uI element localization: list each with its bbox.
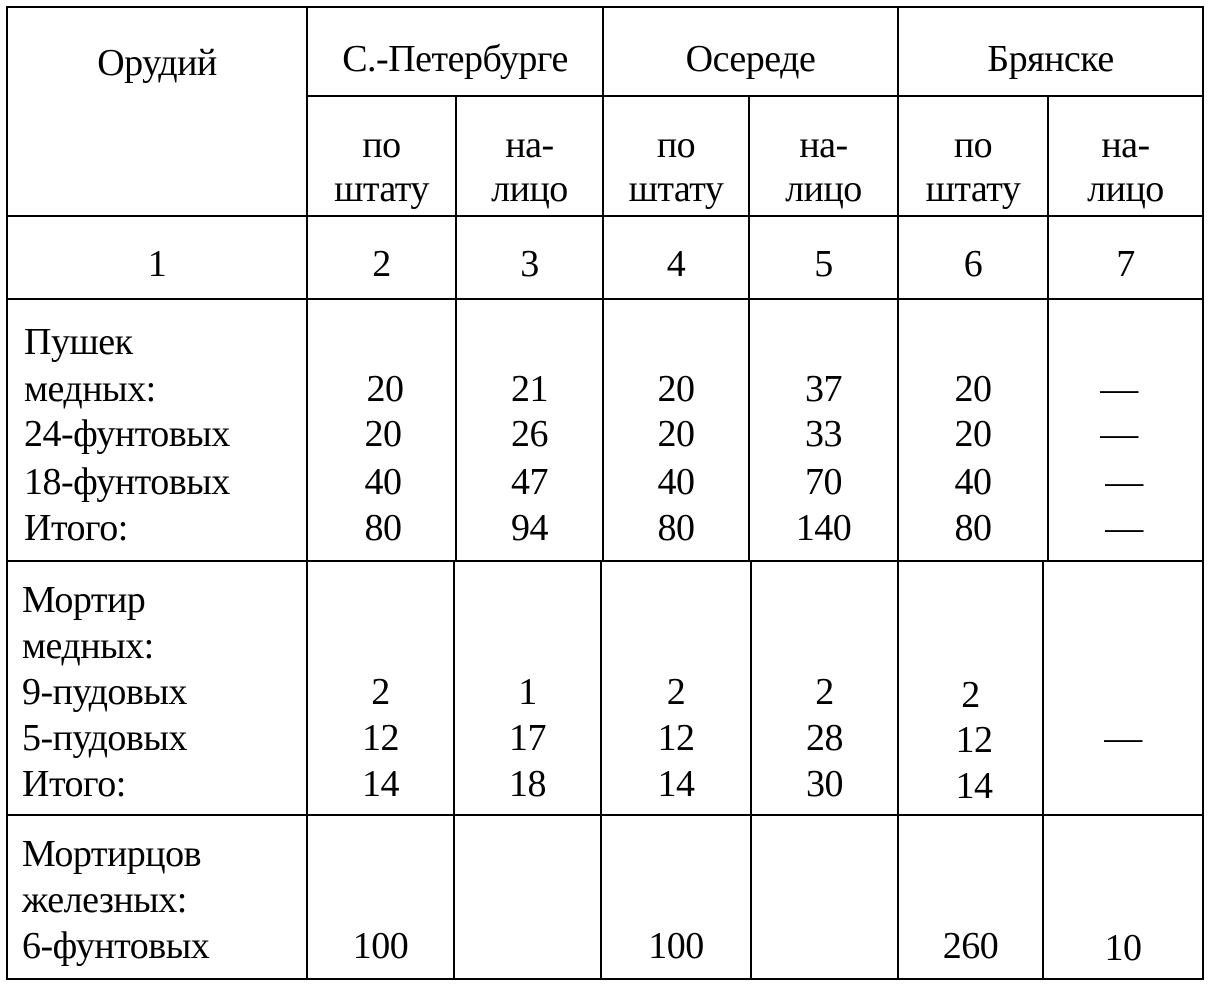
table-cell: 12 (657, 717, 695, 759)
table-cell: 47 (511, 461, 548, 503)
table-cell: 14 (657, 763, 695, 805)
table-cell: 20 (954, 368, 992, 410)
row-label: медных: (22, 625, 154, 667)
header-bryansk: Брянске (987, 38, 1114, 80)
table-cell: 40 (954, 461, 992, 503)
table-cell: 80 (954, 507, 992, 549)
table-cell: 80 (364, 507, 402, 549)
table-cell: 17 (509, 717, 546, 759)
column-number: 7 (1116, 243, 1135, 285)
table-cell: 20 (366, 368, 404, 410)
row-label: железных: (22, 879, 187, 921)
table-cell: 30 (806, 763, 843, 805)
row-label: 6-фунтовых (22, 925, 210, 967)
table-cell: 14 (955, 765, 993, 807)
table-cell: 10 (1104, 927, 1142, 969)
table-cell: — (1104, 717, 1142, 759)
row-label: 9-пудовых (22, 671, 187, 713)
row-label: Итого: (22, 763, 126, 805)
row-label: 5-пудовых (22, 717, 187, 759)
column-number: 5 (814, 243, 833, 285)
row-label: Мортир (22, 579, 146, 621)
subheader-present-word-2: лицо (491, 168, 568, 210)
table-cell: 80 (657, 507, 695, 549)
column-number: 3 (520, 243, 539, 285)
subheader-staff-word-1: по (953, 124, 993, 166)
subheader-staff-word-2: штату (925, 168, 1021, 210)
table-cell: 2 (815, 671, 834, 713)
table-border-left (6, 6, 8, 980)
rule-subheader (308, 95, 1204, 97)
table-cell: 14 (362, 763, 399, 805)
column-number: 1 (147, 243, 167, 285)
table-border-bottom (6, 978, 1204, 980)
table-cell: — (1100, 413, 1138, 455)
header-guns: Орудий (97, 42, 217, 84)
table-cell: — (1105, 461, 1143, 503)
row-label: Мортирцов (22, 833, 202, 875)
table-cell: 20 (364, 413, 402, 455)
table-cell: 33 (805, 413, 842, 455)
rule-numbers (6, 215, 1204, 217)
table-cell: 12 (955, 719, 993, 761)
table-cell: 37 (805, 368, 842, 410)
table-cell: 1 (518, 671, 537, 713)
table-cell: 2 (961, 674, 980, 716)
column-number: 2 (372, 243, 391, 285)
row-label: Пушек (24, 321, 133, 363)
row-label: Итого: (24, 507, 128, 549)
rule-section-1 (6, 298, 1204, 300)
table-cell: 260 (942, 925, 999, 967)
rule-section-2 (6, 560, 1204, 562)
row-label: медных: (24, 368, 156, 410)
table-cell: 12 (362, 717, 399, 759)
column-number: 6 (963, 243, 983, 285)
table-cell: 21 (511, 368, 548, 410)
subheader-staff-word-1: по (656, 124, 696, 166)
subheader-present-word-1: на- (505, 124, 554, 166)
table-cell: 2 (371, 671, 390, 713)
table-cell: 94 (511, 507, 548, 549)
row-label: 18-фунтовых (24, 461, 230, 503)
table-cell: 40 (657, 461, 695, 503)
table-border-right (1202, 6, 1204, 980)
subheader-present-word-1: на- (1101, 124, 1150, 166)
table-cell: 70 (805, 461, 842, 503)
column-number: 4 (666, 243, 686, 285)
subheader-present-word-2: лицо (1087, 168, 1164, 210)
subheader-staff-word-1: по (362, 124, 401, 166)
table-cell: 26 (511, 413, 548, 455)
table-cell: 20 (954, 413, 992, 455)
table-cell: 100 (352, 925, 409, 967)
table-cell: 28 (806, 717, 843, 759)
subheader-staff-word-2: штату (334, 168, 429, 210)
table-border-top (6, 6, 1204, 8)
subheader-present-word-1: на- (799, 124, 848, 166)
table-cell: 2 (666, 671, 686, 713)
row-label: 24-фунтовых (24, 413, 230, 455)
table-cell: 20 (657, 413, 695, 455)
rule-section-3 (6, 814, 1204, 816)
table-cell: — (1100, 368, 1138, 410)
table-cell: — (1105, 507, 1143, 549)
table-cell: 40 (364, 461, 402, 503)
subheader-present-word-2: лицо (785, 168, 862, 210)
table-cell: 18 (509, 763, 546, 805)
header-oserede: Осереде (685, 38, 816, 80)
subheader-staff-word-2: штату (628, 168, 724, 210)
table-cell: 100 (648, 925, 704, 967)
table-cell: 140 (795, 507, 852, 549)
header-petersburg: С.-Петербурге (342, 38, 568, 80)
table-cell: 20 (657, 368, 695, 410)
